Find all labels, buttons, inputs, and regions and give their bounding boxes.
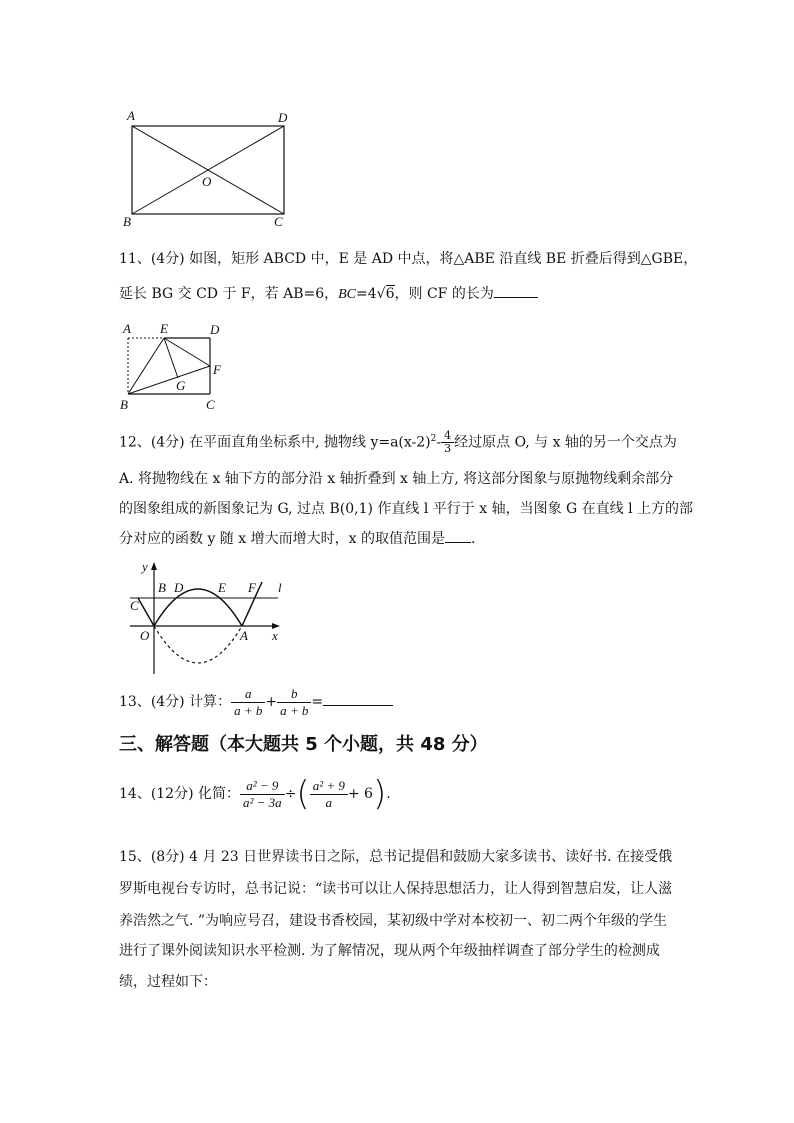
q12-exponent: 2 [430, 434, 437, 444]
label-x: x [272, 628, 278, 643]
label-a: A [127, 108, 135, 123]
section-title: 三、解答题（本大题共 5 个小题，共 48 分） [119, 734, 488, 755]
q14-fraction-2: $\frac{\text{a² + 9}}{a}$ [310, 778, 348, 811]
label-f: F [213, 362, 221, 377]
q11-line1: 11、(4分) 如图，矩形 ABCD 中，E 是 AD 中点，将△ABE 沿直线 BE 折叠后得到△GBE， [119, 251, 698, 267]
figure-fold-rectangle [118, 322, 230, 414]
label-c: C [206, 397, 215, 412]
q15-line4: 进行了课外阅读知识水平检测. 为了解情况，现从两个年级抽样调查了部分学生的检测成 [119, 943, 660, 959]
q12-minus: - [436, 434, 442, 451]
q15-line5: 绩，过程如下： [119, 974, 217, 990]
label-b: B [120, 397, 128, 412]
label-b: B [123, 214, 131, 229]
label-f: F [248, 580, 256, 595]
q12-line1 [119, 430, 677, 455]
label-o: O [140, 628, 150, 643]
label-a: A [123, 321, 131, 336]
label-l: l [278, 580, 282, 595]
q11-text-pre: 延长 BG 交 CD 于 F，若 AB=6， [119, 286, 339, 302]
q14 [119, 772, 391, 816]
q13 [119, 684, 393, 720]
parabola-lower-dashed [154, 626, 242, 663]
q13-fraction-1: $\frac{a}{a + b}$ [231, 686, 265, 719]
q11-text-post: ，则 CF 的长为 [394, 286, 494, 302]
q12-line3: 的图象组成的新图象记为 G, 过点 B(0,1) 作直线 l 平行于 x 轴，当图象 G 在直线 l 上方的部 [119, 501, 694, 517]
q12-answer-blank[interactable] [445, 542, 471, 543]
q14-period: . [386, 786, 391, 802]
parabola-upper [154, 589, 242, 626]
q12-fraction: $\frac{4}{3}$ [441, 430, 454, 455]
q11-bc-eq: =4 [356, 286, 377, 302]
q12-line2: A. 将抛物线在 x 轴下方的部分沿 x 轴折叠到 x 轴上方, 将这部分图象与原抛物线剩余部分 [119, 471, 674, 487]
q14-fraction-1: $\frac{\text{a² − 9}}{\text{a² − 3a}}$ [240, 778, 285, 811]
q14-plus-six: + 6 [347, 786, 373, 802]
label-b: B [158, 580, 166, 595]
q15-line1: 15、(8分) 4 月 23 日世界读书日之际，总书记提倡和鼓励大家多读书、读好书. 在接受俄 [119, 849, 673, 865]
figure-rectangle-abcd [118, 108, 298, 232]
q12-line4 [119, 530, 475, 548]
left-paren: ( [296, 774, 310, 814]
figure-parabola [126, 558, 286, 678]
q13-label: 13、(4分) 计算： [119, 694, 232, 710]
q13-answer-blank[interactable] [323, 705, 393, 706]
q14-label: 14、(12分) 化简： [119, 786, 241, 802]
label-c: C [274, 214, 283, 229]
q11-answer-blank[interactable] [494, 297, 538, 298]
q13-fraction-2: $\frac{b}{a + b}$ [277, 686, 311, 719]
label-a: A [240, 628, 248, 643]
label-y: y [142, 559, 148, 574]
label-e: E [160, 321, 168, 336]
q11-line2 [119, 285, 538, 304]
q11-bc: BC [338, 287, 357, 302]
label-c: C [130, 598, 139, 613]
q12-text-post: 经过原点 O, 与 x 轴的另一个交点为 [454, 434, 677, 451]
q13-plus: + [265, 694, 278, 710]
right-paren: ) [372, 774, 387, 814]
label-d: D [210, 322, 220, 337]
q12-text-pre: 12、(4分) 在平面直角坐标系中, 抛物线 y=a(x-2) [119, 434, 431, 451]
q12-period: . [470, 531, 476, 547]
q15-line2: 罗斯电视台专访时，总书记说：“读书可以让人保持思想活力，让人得到智慧启发，让人滋 [119, 881, 673, 897]
sqrt-sign: √ [376, 286, 386, 302]
label-o: O [202, 174, 212, 189]
label-g: G [176, 378, 186, 393]
label-d: D [278, 110, 288, 125]
q14-divide: ÷ [284, 786, 297, 802]
label-e: E [218, 580, 226, 595]
q12-text: 分对应的函数 y 随 x 增大而增大时，x 的取值范围是 [119, 531, 445, 547]
q13-equals: = [311, 694, 324, 710]
left-branch [138, 598, 154, 626]
q11-sqrt-value: 6 [385, 286, 395, 302]
label-d: D [174, 580, 184, 595]
q15-line3: 养浩然之气. ”为响应号召，建设书香校园，某初级中学对本校初一、初二两个年级的学生 [119, 913, 668, 929]
